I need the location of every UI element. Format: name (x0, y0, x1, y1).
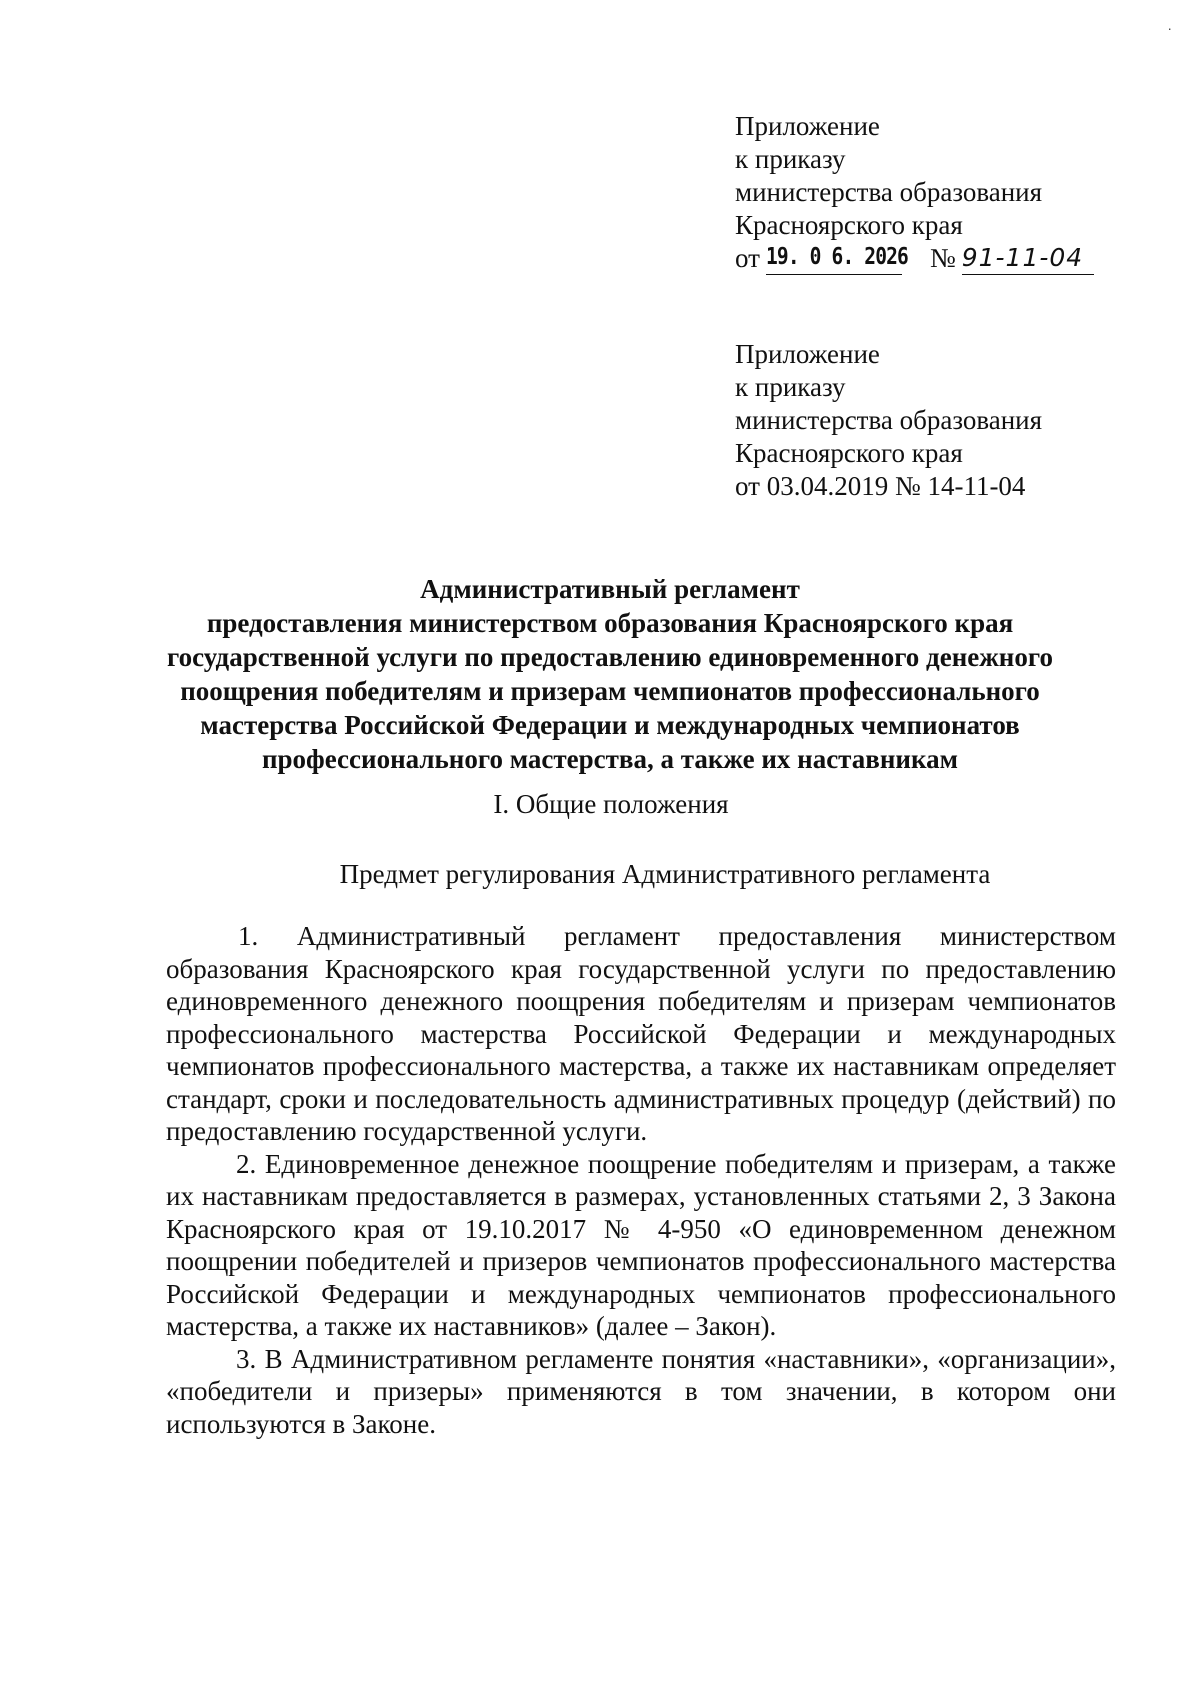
document-title (150, 572, 1070, 776)
order-reference: к приказу (735, 144, 846, 174)
title-line: Административный регламент (420, 574, 800, 604)
paragraph-3: 3. В Административном регламенте понятия «наставники», «организации», «победители и призеры» применяются в том значении, в котором они используются в Законе. (166, 1343, 1116, 1439)
appendix-label: Приложение (735, 339, 880, 369)
document-body (166, 920, 1116, 1440)
region-name: Красноярского края (735, 210, 963, 240)
title-line: государственной услуги по предоставлению единовременного денежного (167, 642, 1053, 672)
order-date-number: от 03.04.2019 № 14-11-04 (735, 471, 1026, 501)
title-line: предоставления министерством образования Красноярского края (206, 608, 1014, 638)
region-name: Красноярского края (735, 438, 963, 468)
corner-mark: · (1167, 20, 1172, 36)
paragraph-2: 2. Единовременное денежное поощрение победителям и призерам, а также их наставникам предоставляется в размерах, установленных статьями 2, 3 Закона Красноярского края от 19.10.2017 № 4-950 «О единовременном денежном поощрении победителей и призеров чемпионатов профессионального мастерства Российской Федерации и международных чемпионатов профессионального мастерства, а также их наставников» (далее – Закон). (166, 1148, 1116, 1341)
appendix-label: Приложение (735, 111, 880, 141)
date-prefix: от (735, 243, 760, 273)
section-heading: I. Общие положения (493, 789, 729, 819)
order-reference: к приказу (735, 372, 846, 402)
paragraph-1: 1. Административный регламент предоставления министерством образования Красноярского края государственной услуги по предоставлению единовременного денежного поощрения победителям и призерам чемпионатов профессионального мастерства Российской Федерации и международных чемпионатов профессионального мастерства, а также их наставникам определяет стандарт, сроки и последовательность административных процедур (действий) по предоставлению государственной услуги. (166, 921, 1116, 1146)
appendix-header-original (735, 338, 1155, 503)
stamped-date: 19. 0 6. 2026 (766, 241, 902, 275)
order-date-line (735, 242, 1155, 275)
ministry-name: министерства образования (735, 177, 1043, 207)
subsection-heading: Предмет регулирования Административного регламента (339, 859, 991, 889)
handwritten-order-number: 91-11-04 (962, 241, 1094, 275)
title-line: профессионального мастерства, а также их наставникам (261, 744, 958, 774)
appendix-header-current (735, 110, 1155, 275)
ministry-name: министерства образования (735, 405, 1043, 435)
title-line: мастерства Российской Федерации и международных чемпионатов (200, 710, 1020, 740)
number-label: № (929, 243, 956, 273)
title-line: поощрения победителям и призерам чемпионатов профессионального (180, 676, 1040, 706)
